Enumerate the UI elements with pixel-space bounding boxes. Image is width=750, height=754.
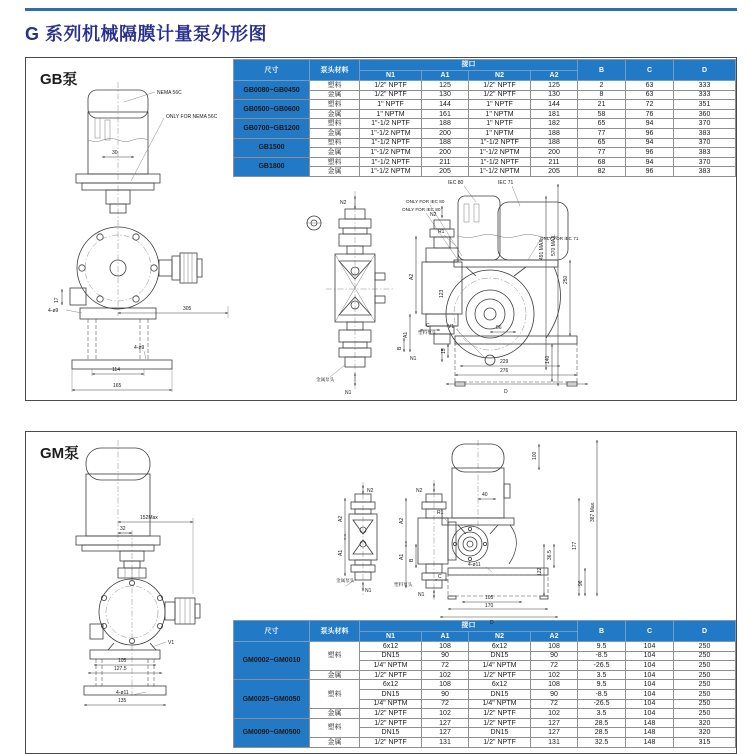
a2-cell: 102 <box>531 709 578 719</box>
col-header-b: B <box>578 60 626 81</box>
c-cell: 104 <box>626 670 674 680</box>
port-n2-label: N2 <box>430 212 437 218</box>
dim-a1: A1 <box>399 553 405 560</box>
dim-170: 170 <box>485 603 494 609</box>
b-cell: -8.5 <box>578 651 626 661</box>
n1-cell: DN15 <box>360 689 422 699</box>
n1-cell: 1/4" NPTM <box>360 661 422 671</box>
col-header-material: 泵头材料 <box>310 621 360 642</box>
nema-label: NEMA 56C <box>157 90 182 96</box>
d-cell: 370 <box>674 119 736 129</box>
c-cell: 94 <box>626 157 674 167</box>
gm-dimension-table <box>233 620 736 748</box>
d-cell: 315 <box>674 737 736 747</box>
n2-cell: 1/2" NPTF <box>469 90 531 100</box>
c-cell: 94 <box>626 138 674 148</box>
gm-panel-title: GM泵 <box>40 445 80 462</box>
size-cell: GB0080~GB0450 <box>234 81 310 100</box>
material-cell: 塑料 <box>310 680 360 709</box>
n1-cell: 1/2" NPTF <box>360 90 422 100</box>
b-cell: 9.5 <box>578 680 626 690</box>
dim-15: 15 <box>441 348 447 354</box>
port-n2-label: N2 <box>367 488 374 494</box>
a2-cell: 188 <box>531 128 578 138</box>
n1-cell: 6x12 <box>360 642 422 652</box>
col-header-n2: N2 <box>469 70 531 81</box>
col-header-size: 尺寸 <box>234 60 310 81</box>
d-cell: 250 <box>674 709 736 719</box>
dim-b: B <box>397 346 403 350</box>
dim-17: 17 <box>54 297 60 303</box>
n2-cell: 6x12 <box>469 680 531 690</box>
gm-stroke-knob <box>165 598 200 624</box>
dim-d: D <box>490 620 494 626</box>
dim-36-5: 36.5 <box>547 550 553 560</box>
dim-hole-11: 4-ø11 <box>116 690 129 696</box>
c-cell: 104 <box>626 709 674 719</box>
r1-label: R1 <box>438 229 445 235</box>
iec80-label: IEC 80 <box>448 180 464 186</box>
b-cell: 58 <box>578 109 626 119</box>
b-cell: 28.5 <box>578 718 626 728</box>
b-cell: 3.5 <box>578 709 626 719</box>
table-row <box>234 709 736 719</box>
table-row <box>234 119 736 129</box>
table-row <box>234 737 736 747</box>
gb-base <box>72 308 172 369</box>
gm-side-head <box>418 494 456 588</box>
table-header-row <box>234 60 736 71</box>
dim-122: 122 <box>537 567 543 576</box>
a2-cell: 72 <box>531 661 578 671</box>
c-cell: 148 <box>626 718 674 728</box>
d-cell: 333 <box>674 81 736 91</box>
gm-front-view-drawing <box>28 434 235 726</box>
size-cell: GB1800 <box>234 157 310 176</box>
c-cell: 104 <box>626 651 674 661</box>
dim-a2: A2 <box>338 515 344 522</box>
a1-cell: 108 <box>422 642 469 652</box>
col-header-a2: A2 <box>531 70 578 81</box>
c-cell: 94 <box>626 119 674 129</box>
a1-cell: 200 <box>422 128 469 138</box>
col-header-a2: A2 <box>531 631 578 642</box>
port-n1-label: N1 <box>365 588 372 594</box>
port-n1-label: N1 <box>418 592 425 598</box>
size-cell: GM0025~GM0050 <box>234 680 310 718</box>
table-row <box>234 109 736 119</box>
dim-d: D <box>504 389 508 395</box>
c-cell: 63 <box>626 90 674 100</box>
material-cell: 金属 <box>310 148 360 158</box>
n2-cell: 1" NPTM <box>469 128 531 138</box>
a1-cell: 125 <box>422 81 469 91</box>
a2-cell: 108 <box>531 680 578 690</box>
size-cell: GM0002~GM0010 <box>234 642 310 680</box>
d-cell: 250 <box>674 670 736 680</box>
table-row <box>234 81 736 91</box>
material-cell: 塑料 <box>310 119 360 129</box>
dim-b: B <box>409 558 415 562</box>
c-cell: 63 <box>626 81 674 91</box>
n2-cell: 1/4" NPTM <box>469 699 531 709</box>
dim-305: 305 <box>183 306 192 312</box>
a1-cell: 188 <box>422 119 469 129</box>
a1-cell: 90 <box>422 689 469 699</box>
table-row <box>234 100 736 110</box>
a1-cell: 211 <box>422 157 469 167</box>
col-header-c: C <box>626 60 674 81</box>
material-cell: 塑料 <box>310 138 360 148</box>
material-cell: 塑料 <box>310 100 360 110</box>
dim-387-max: 387 Max. <box>590 501 596 522</box>
gm-side-pump-circle <box>452 526 488 562</box>
dim-a2: A2 <box>399 517 405 524</box>
c-cell: 96 <box>626 148 674 158</box>
dim-229: 229 <box>500 359 509 365</box>
c-cell: 104 <box>626 689 674 699</box>
a1-cell: 131 <box>422 737 469 747</box>
b-cell: 77 <box>578 148 626 158</box>
n2-cell: 1" NPTM <box>469 109 531 119</box>
material-cell: 塑料 <box>310 157 360 167</box>
n1-cell: 1"-1/2 NPTF <box>360 157 422 167</box>
v1-label: V1 <box>448 324 455 330</box>
a2-cell: 127 <box>531 718 578 728</box>
n2-cell: DN15 <box>469 728 531 738</box>
dim-105: 105 <box>485 595 494 601</box>
a2-cell: 181 <box>531 109 578 119</box>
port-n2-label: N2 <box>416 488 423 494</box>
n2-cell: 1"-1/2 NPTF <box>469 138 531 148</box>
d-cell: 383 <box>674 148 736 158</box>
table-row <box>234 157 736 167</box>
b-cell: 9.5 <box>578 642 626 652</box>
d-cell: 250 <box>674 689 736 699</box>
dim-a1: A1 <box>403 331 409 338</box>
dim-hole-9-right: 4-ø9 <box>134 345 145 351</box>
dim-32: 32 <box>120 526 126 532</box>
a1-cell: 200 <box>422 148 469 158</box>
c-cell: 104 <box>626 642 674 652</box>
dim-250: 250 <box>563 275 569 284</box>
metal-head-label: 金属泵头 <box>336 578 355 583</box>
c-cell: 148 <box>626 737 674 747</box>
plastic-head-label: 塑料泵头 <box>394 582 413 587</box>
size-cell: GM0090~GM0500 <box>234 718 310 747</box>
col-header-n1: N1 <box>360 70 422 81</box>
a2-cell: 72 <box>531 699 578 709</box>
a1-cell: 205 <box>422 167 469 177</box>
gm-side-view-drawing <box>390 438 608 626</box>
port-n2-label: N2 <box>340 200 347 206</box>
a1-cell: 72 <box>422 661 469 671</box>
n2-cell: 1"-1/2 NPTM <box>469 148 531 158</box>
a2-cell: 108 <box>531 642 578 652</box>
a2-cell: 130 <box>531 90 578 100</box>
n1-cell: 1"-1/2 NPTF <box>360 119 422 129</box>
dim-135: 135 <box>118 698 127 704</box>
n2-cell: 1" NPTF <box>469 100 531 110</box>
material-cell: 塑料 <box>310 81 360 91</box>
col-header-d: D <box>674 60 736 81</box>
b-cell: 21 <box>578 100 626 110</box>
gm-base <box>84 650 166 695</box>
col-header-b: B <box>578 621 626 642</box>
d-cell: 333 <box>674 90 736 100</box>
a1-cell: 127 <box>422 718 469 728</box>
dim-127-5: 127.5 <box>114 666 127 672</box>
port-n1-label: N1 <box>345 390 352 396</box>
iec71-label: IEC 71 <box>498 180 514 186</box>
a1-cell: 130 <box>422 90 469 100</box>
n1-cell: 1" NPTF <box>360 100 422 110</box>
n2-cell: 1/2" NPTF <box>469 718 531 728</box>
dim-165: 165 <box>113 383 122 389</box>
material-cell: 金属 <box>310 670 360 680</box>
c-cell: 96 <box>626 167 674 177</box>
dim-123: 123 <box>439 289 445 298</box>
a2-cell: 125 <box>531 81 578 91</box>
n2-cell: 1/4" NPTM <box>469 661 531 671</box>
dim-100: 100 <box>532 451 538 460</box>
dim-c: C <box>426 323 430 329</box>
only-iec71-label: ONLY FOR IEC 71 <box>540 236 579 241</box>
dim-114: 114 <box>112 367 120 373</box>
gb-side-pump-circle <box>446 270 534 365</box>
a1-cell: 161 <box>422 109 469 119</box>
dim-a1: A1 <box>338 549 344 556</box>
n2-cell: 1/2" NPTF <box>469 737 531 747</box>
size-cell: GB0700~GB1200 <box>234 119 310 138</box>
material-cell: 金属 <box>310 90 360 100</box>
table-row <box>234 670 736 680</box>
a1-cell: 144 <box>422 100 469 110</box>
size-cell: GB0500~GB0600 <box>234 100 310 119</box>
table-row <box>234 138 736 148</box>
a1-cell: 72 <box>422 699 469 709</box>
material-cell: 金属 <box>310 709 360 719</box>
b-cell: 2 <box>578 81 626 91</box>
dim-105: 105 <box>118 658 127 664</box>
col-header-d: D <box>674 621 736 642</box>
n1-cell: 1/2" NPTF <box>360 709 422 719</box>
n2-cell: 1"-1/2 NPTM <box>469 167 531 177</box>
dim-40: 40 <box>482 492 488 498</box>
gb-side-view-drawing <box>396 176 610 398</box>
d-cell: 320 <box>674 718 736 728</box>
material-cell: 金属 <box>310 167 360 177</box>
c-cell: 96 <box>626 128 674 138</box>
b-cell: 28.5 <box>578 728 626 738</box>
gb-valve-body <box>335 209 385 367</box>
c-cell: 104 <box>626 680 674 690</box>
dim-30: 30 <box>112 150 118 156</box>
gb-panel-title: GB泵 <box>40 71 78 88</box>
a2-cell: 188 <box>531 138 578 148</box>
col-header-material: 泵头材料 <box>310 60 360 81</box>
n1-cell: 1/2" NPTF <box>360 670 422 680</box>
dim-hole-9-left: 4-ø9 <box>48 308 59 314</box>
metal-head-label: 金属泵头 <box>316 377 335 382</box>
d-cell: 370 <box>674 138 736 148</box>
port-n1-label: N1 <box>410 356 417 362</box>
a1-cell: 108 <box>422 680 469 690</box>
n2-cell: 1"-1/2 NPTF <box>469 157 531 167</box>
table-row <box>234 90 736 100</box>
dim-152max: 152Max <box>140 515 158 521</box>
gm-valve-section-drawing <box>336 478 390 604</box>
a2-cell: 102 <box>531 670 578 680</box>
n2-cell: 1/2" NPTF <box>469 670 531 680</box>
size-cell: GB1500 <box>234 138 310 157</box>
col-header-port-group: 接口 <box>360 60 578 71</box>
col-header-n2: N2 <box>469 631 531 642</box>
dim-c: C <box>438 574 442 580</box>
a2-cell: 127 <box>531 728 578 738</box>
c-cell: 72 <box>626 100 674 110</box>
n2-cell: 6x12 <box>469 642 531 652</box>
a1-cell: 127 <box>422 728 469 738</box>
col-header-c: C <box>626 621 674 642</box>
dim-a2: A2 <box>409 273 415 280</box>
c-cell: 76 <box>626 109 674 119</box>
dim-276: 276 <box>500 368 509 374</box>
n2-cell: DN15 <box>469 651 531 661</box>
d-cell: 383 <box>674 128 736 138</box>
n1-cell: 1/2" NPTF <box>360 737 422 747</box>
d-cell: 250 <box>674 699 736 709</box>
col-header-a1: A1 <box>422 70 469 81</box>
n1-cell: 1/4" NPTM <box>360 699 422 709</box>
a1-cell: 188 <box>422 138 469 148</box>
a2-cell: 200 <box>531 148 578 158</box>
c-cell: 104 <box>626 661 674 671</box>
d-cell: 250 <box>674 661 736 671</box>
material-cell: 金属 <box>310 109 360 119</box>
d-cell: 383 <box>674 167 736 177</box>
v1-label: V1 <box>168 640 175 646</box>
gb-dimension-table <box>233 59 736 177</box>
n2-cell: DN15 <box>469 689 531 699</box>
dim-56: 56 <box>496 325 502 331</box>
material-cell: 塑料 <box>310 642 360 671</box>
dim-177: 177 <box>572 541 578 550</box>
col-header-size: 尺寸 <box>234 621 310 642</box>
material-cell: 塑料 <box>310 718 360 737</box>
b-cell: 82 <box>578 167 626 177</box>
dim-hole-11: 4-ø11 <box>468 562 481 568</box>
plastic-head-label: 塑料泵头 <box>418 330 437 335</box>
table-row <box>234 642 736 652</box>
material-cell: 金属 <box>310 128 360 138</box>
table-row <box>234 128 736 138</box>
table-row <box>234 148 736 158</box>
n1-cell: 1"-1/2 NPTM <box>360 167 422 177</box>
dim-570-max: 570 MAX. <box>551 234 557 256</box>
n1-cell: 1"-1/2 NPTF <box>360 138 422 148</box>
b-cell: 68 <box>578 157 626 167</box>
b-cell: 3.5 <box>578 670 626 680</box>
col-header-a1: A1 <box>422 631 469 642</box>
dim-96: 96 <box>578 580 584 586</box>
n1-cell: 6x12 <box>360 680 422 690</box>
n1-cell: 1/2" NPTF <box>360 718 422 728</box>
table-row <box>234 718 736 728</box>
a2-cell: 131 <box>531 737 578 747</box>
c-cell: 148 <box>626 728 674 738</box>
only-nema-label: ONLY FOR NEMA 56C <box>166 114 218 120</box>
col-header-n1: N1 <box>360 631 422 642</box>
n1-cell: 1" NPTM <box>360 109 422 119</box>
d-cell: 250 <box>674 642 736 652</box>
b-cell: -26.5 <box>578 661 626 671</box>
a2-cell: 90 <box>531 651 578 661</box>
d-cell: 360 <box>674 109 736 119</box>
gb-front-view-drawing <box>28 60 235 398</box>
a1-cell: 90 <box>422 651 469 661</box>
n1-cell: 1"-1/2 NPTM <box>360 148 422 158</box>
only-iec80-label-b: ONLY FOR IEC 80 <box>402 207 441 212</box>
b-cell: -26.5 <box>578 699 626 709</box>
b-cell: -8.5 <box>578 689 626 699</box>
table-row <box>234 167 736 177</box>
material-cell: 金属 <box>310 737 360 747</box>
gb-side-base <box>455 336 577 386</box>
title-rule <box>25 8 737 11</box>
a2-cell: 211 <box>531 157 578 167</box>
gb-stroke-knob <box>159 253 202 283</box>
dim-491-max: 491 MAX. <box>539 238 545 260</box>
d-cell: 250 <box>674 651 736 661</box>
n1-cell: DN15 <box>360 728 422 738</box>
n2-cell: 1" NPTF <box>469 119 531 129</box>
n1-cell: 1"-1/2 NPTM <box>360 128 422 138</box>
r1-label: R1 <box>437 510 444 516</box>
b-cell: 32.5 <box>578 737 626 747</box>
section-symbol-icon <box>306 216 322 230</box>
n1-cell: DN15 <box>360 651 422 661</box>
n1-cell: 1/2" NPTF <box>360 81 422 91</box>
page-title: G 系列机械隔膜计量泵外形图 <box>25 24 268 44</box>
d-cell: 370 <box>674 157 736 167</box>
only-iec80-label-a: ONLY FOR IEC 80 <box>406 199 445 204</box>
d-cell: 351 <box>674 100 736 110</box>
d-cell: 320 <box>674 728 736 738</box>
n2-cell: 1/2" NPTF <box>469 709 531 719</box>
a1-cell: 102 <box>422 709 469 719</box>
b-cell: 65 <box>578 138 626 148</box>
gm-side-base <box>448 568 548 599</box>
b-cell: 8 <box>578 90 626 100</box>
a2-cell: 90 <box>531 689 578 699</box>
a2-cell: 182 <box>531 119 578 129</box>
b-cell: 65 <box>578 119 626 129</box>
n2-cell: 1/2" NPTF <box>469 81 531 91</box>
d-cell: 250 <box>674 680 736 690</box>
a2-cell: 144 <box>531 100 578 110</box>
table-row <box>234 680 736 690</box>
c-cell: 104 <box>626 699 674 709</box>
a1-cell: 102 <box>422 670 469 680</box>
a2-cell: 205 <box>531 167 578 177</box>
dim-140: 140 <box>545 355 551 364</box>
b-cell: 77 <box>578 128 626 138</box>
col-header-port-group: 接口 <box>360 621 578 632</box>
